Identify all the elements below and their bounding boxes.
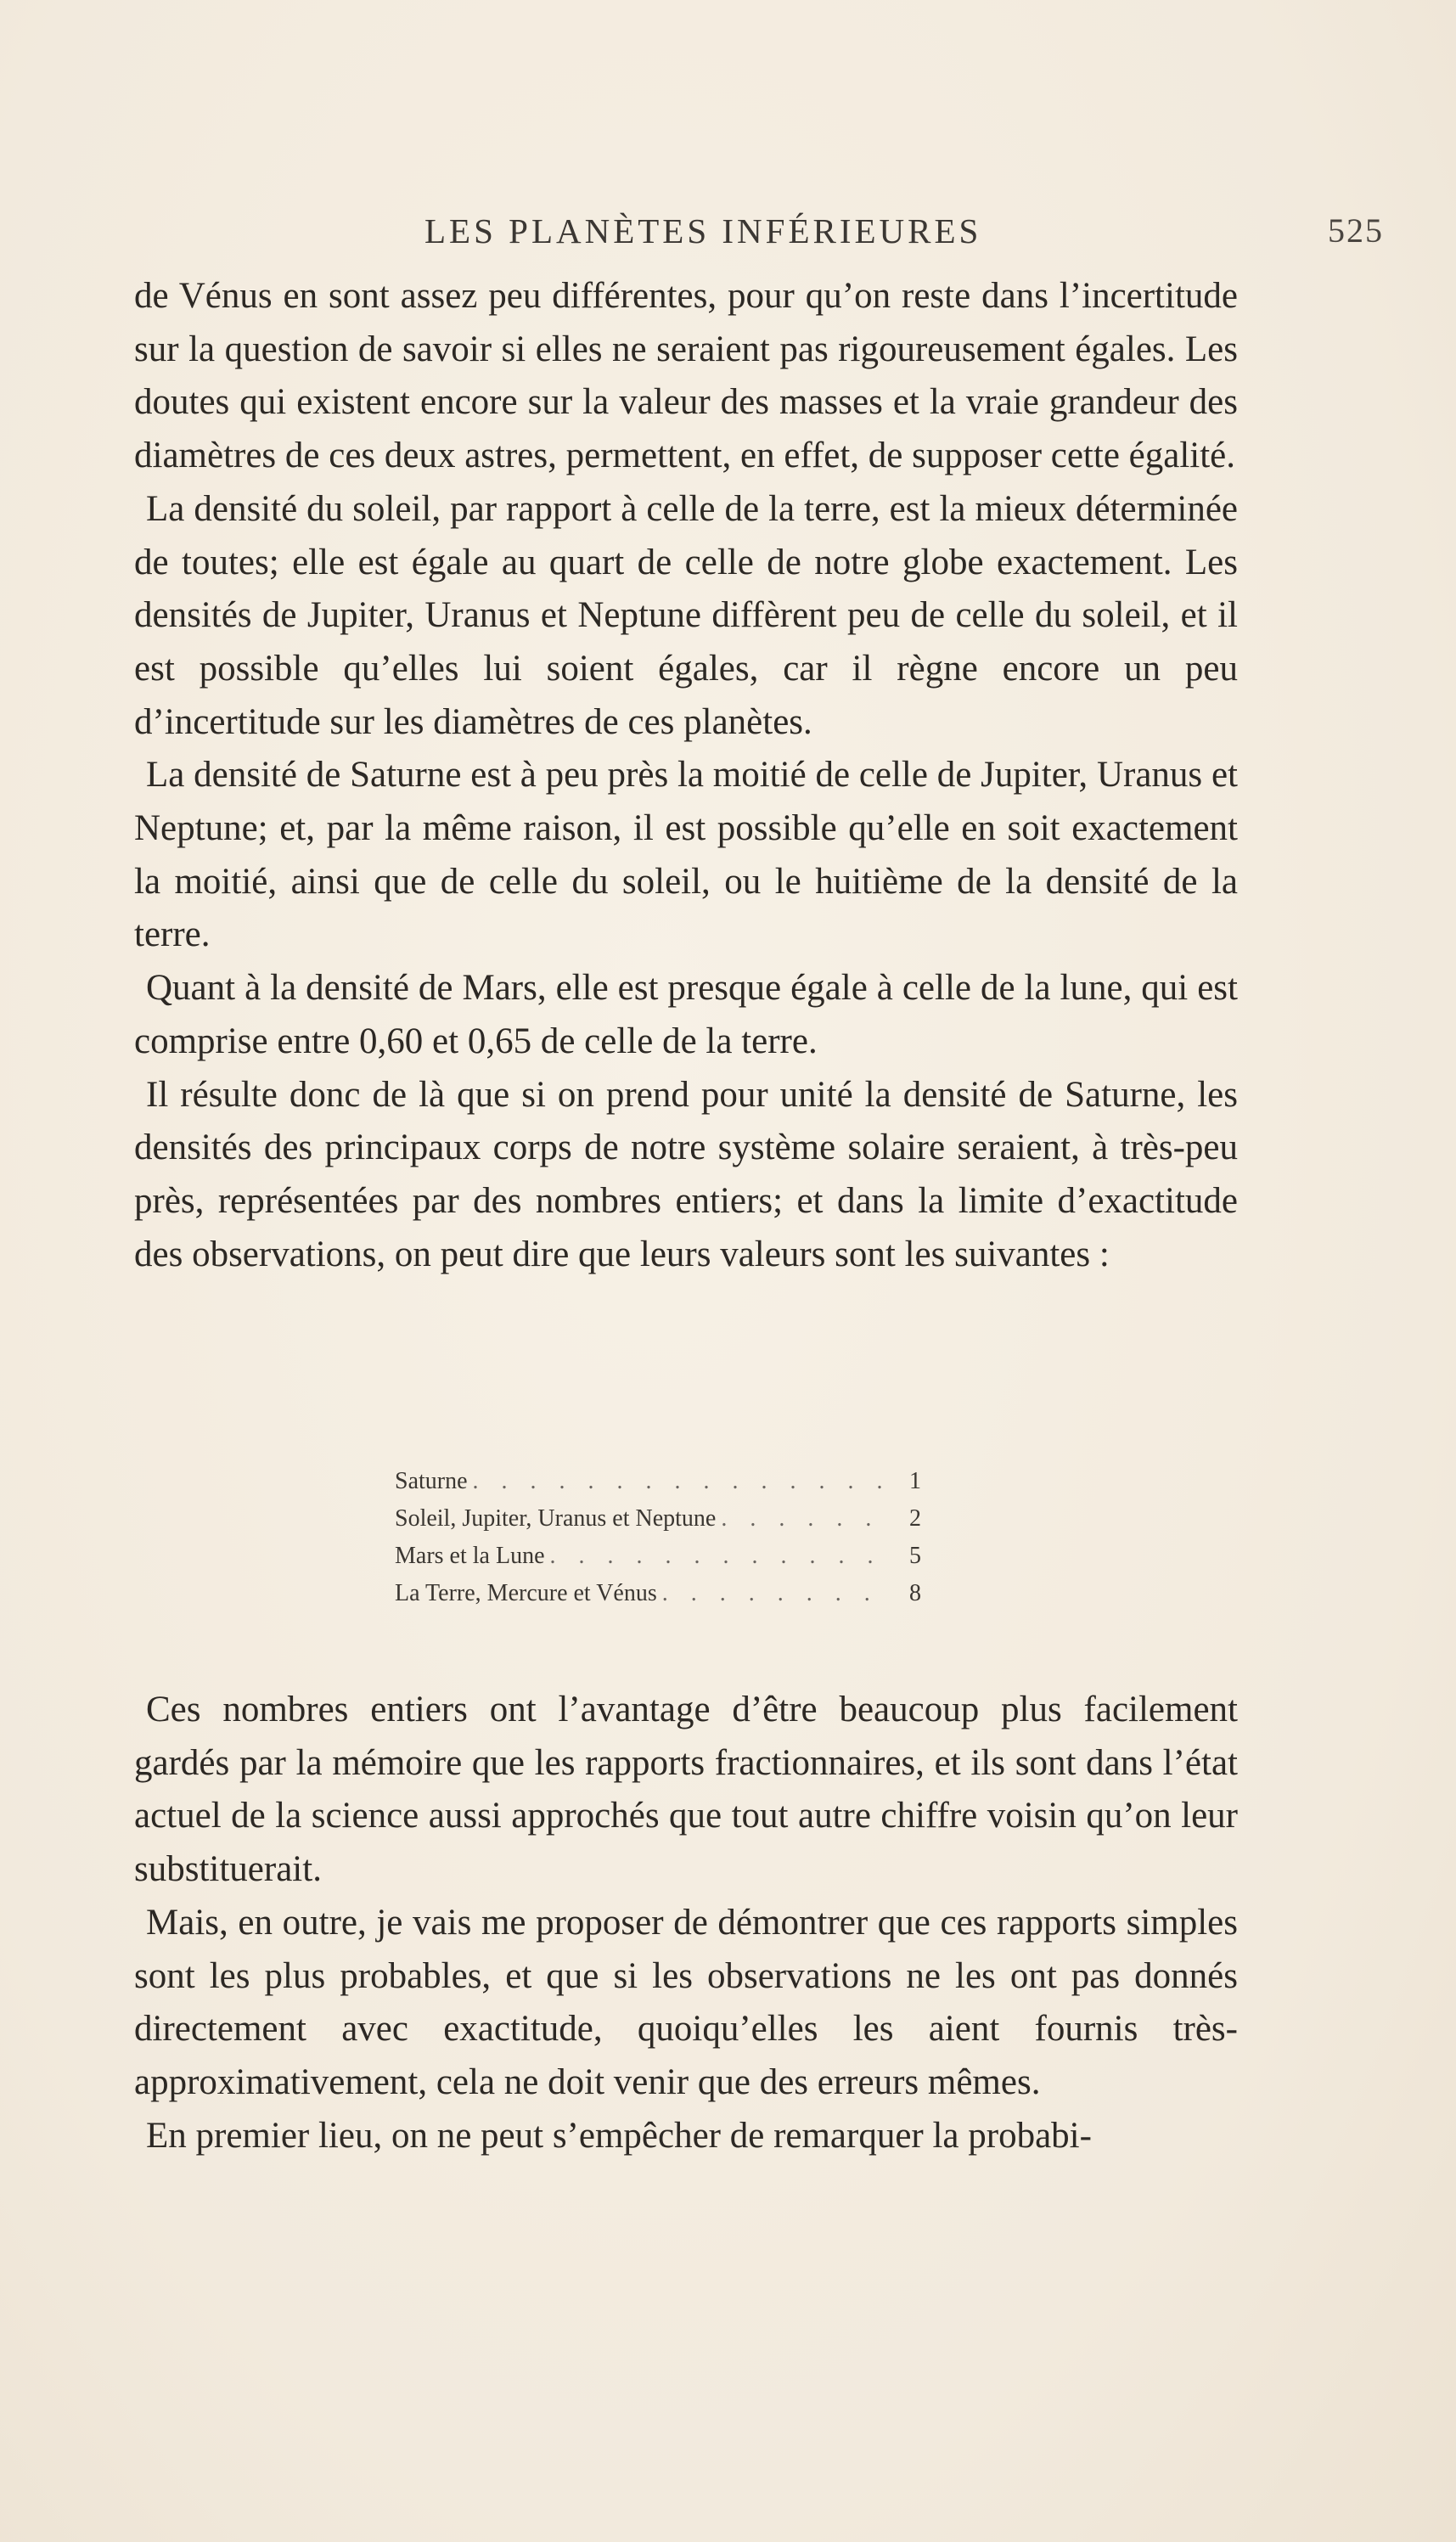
paragraph-mars-density: Quant à la densité de Mars, elle est presque égale à celle de la lune, qui est comprise entre 0,60 et 0,65 de celle de la terre. xyxy=(134,968,1238,1061)
table-row-value: 2 xyxy=(909,1505,921,1532)
page-number: 525 xyxy=(1328,211,1384,250)
table-row-value: 8 xyxy=(909,1580,921,1606)
table-row-label: Soleil, Jupiter, Uranus et Neptune xyxy=(395,1505,717,1532)
table-row-label: Mars et la Lune xyxy=(395,1543,545,1569)
page-header xyxy=(424,211,1414,262)
lower-text-block xyxy=(134,1684,1238,2162)
leader-dots xyxy=(662,1575,891,1612)
running-title: LES PLANÈTES INFÉRIEURES xyxy=(424,211,982,250)
paragraph-simple-ratios: Mais, en outre, je vais me proposer de démontrer que ces rapports simples sont les plus probables, et que si les observations ne les ont pas donnés directement avec exactitude, quoiqu’elles les aient fournis très-approximativement, cela ne doit venir que des erreurs mêmes. xyxy=(134,1902,1238,2102)
table-row-label: La Terre, Mercure et Vénus xyxy=(395,1580,657,1606)
table-row-value: 1 xyxy=(909,1468,921,1494)
paragraph-integer-advantage: Ces nombres entiers ont l’avantage d’être beaucoup plus facilement gardés par la mémoire que les rapports fractionnaires, et ils sont dans l’état actuel de la science aussi approchés que tout autre chiffre voisin qu’on leur substituerait. xyxy=(134,1690,1238,1890)
paragraph-sun-density: La densité du soleil, par rapport à celle de la terre, est la mieux déterminée de toutes; elle est égale au quart de celle de notre globe exactement. Les densités de Jupiter, Uranus et Neptune diffèrent peu de celle du soleil, et il est possible qu’elles lui soient égales, car il règne encore un peu d’incertitude sur les diamètres de ces planètes. xyxy=(134,488,1238,742)
density-table xyxy=(395,1463,921,1612)
upper-text-block xyxy=(134,270,1238,1281)
table-row-label: Saturne xyxy=(395,1468,468,1494)
leader-dots xyxy=(550,1538,891,1575)
leader-dots xyxy=(473,1463,891,1500)
paragraph-saturn-density: La densité de Saturne est à peu près la moitié de celle de Jupiter, Uranus et Neptune; et, par la même raison, il est possible qu’elle en soit exactement la moitié, ainsi que de celle du soleil, ou le huitième de la densité de la terre. xyxy=(134,755,1238,955)
leader-dots xyxy=(721,1500,891,1538)
table-row xyxy=(395,1538,921,1575)
table-row xyxy=(395,1500,921,1538)
table-row xyxy=(395,1463,921,1500)
paragraph-density-units: Il résulte donc de là que si on prend pour unité la densité de Saturne, les densités des principaux corps de notre système solaire seraient, à très-peu près, représentées par des nombres entiers; et dans la limite d’exactitude des observations, on peut dire que leurs valeurs sont les suivantes : xyxy=(134,1074,1238,1274)
table-row-value: 5 xyxy=(909,1543,921,1569)
paragraph-first-point: En premier lieu, on ne peut s’empêcher de remarquer la probabi- xyxy=(146,2115,1092,2156)
paragraph-venus-masses: de Vénus en sont assez peu différentes, pour qu’on reste dans l’incertitude sur la question de savoir si elles ne seraient pas rigoureusement égales. Les doutes qui existent encore sur la valeur des masses et la vraie grandeur des diamètres de ces deux astres, permettent, en effet, de supposer cette égalité. xyxy=(134,276,1238,476)
table-row xyxy=(395,1575,921,1612)
